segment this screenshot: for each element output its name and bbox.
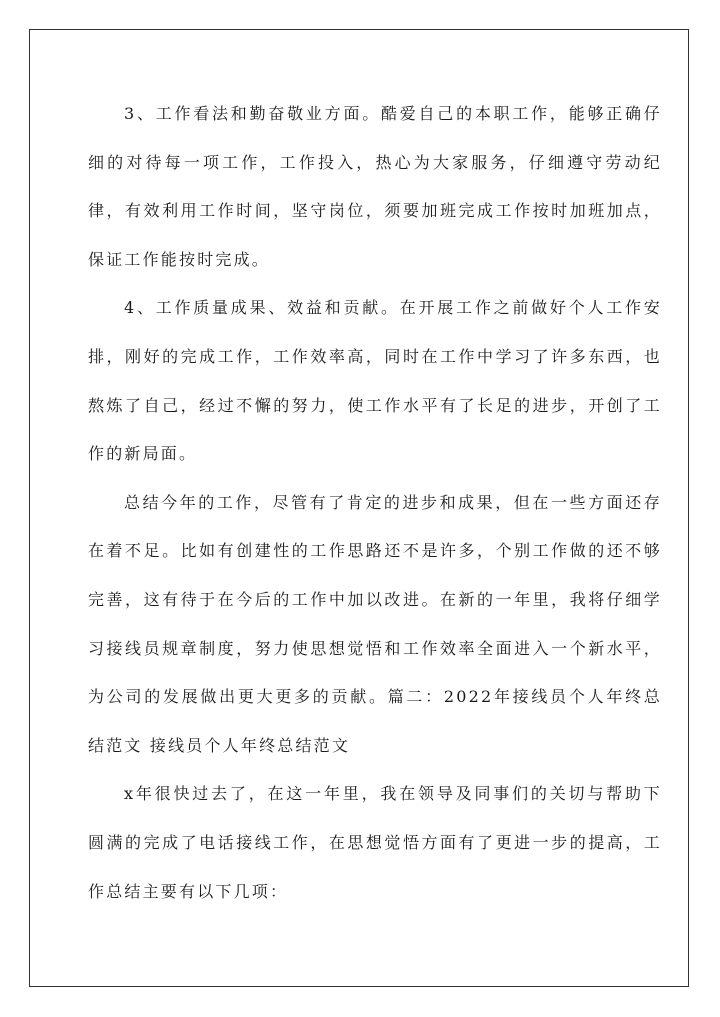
document-body xyxy=(88,90,662,916)
paragraph-work-quality: 4、工作质量成果、效益和贡献。在开展工作之前做好个人工作安排，刚好的完成工作，工作效率高，同时在工作中学习了许多东西，也熬炼了自己，经过不懈的努力，使工作水平有了长足的进步，开创了工作的新局面。 xyxy=(88,298,662,464)
paragraph-work-attitude: 3、工作看法和勤奋敬业方面。酷爱自己的本职工作，能够正确仔细的对待每一项工作，工作投入，热心为大家服务，仔细遵守劳动纪律，有效利用工作时间，坚守岗位，须要加班完成工作按时加班加点，保证工作能按时完成。 xyxy=(88,104,662,269)
paragraph-year-summary: 总结今年的工作，尽管有了肯定的进步和成果，但在一些方面还存在着不足。比如有创建性的工作思路还不是许多，个别工作做的还不够完善，这有待于在今后的工作中加以改进。在新的一年里，我将仔细学习接线员规章制度，努力使思想觉悟和工作效率全面进入一个新水平，为公司的发展做出更大更多的贡献。篇二：2022年接线员个人年终总结范文 接线员个人年终总结范文 xyxy=(88,492,662,755)
paragraph-year-review: x年很快过去了，在这一年里，我在领导及同事们的关切与帮助下圆满的完成了电话接线工作，在思想觉悟方面有了更进一步的提高，工作总结主要有以下几项： xyxy=(88,784,662,901)
